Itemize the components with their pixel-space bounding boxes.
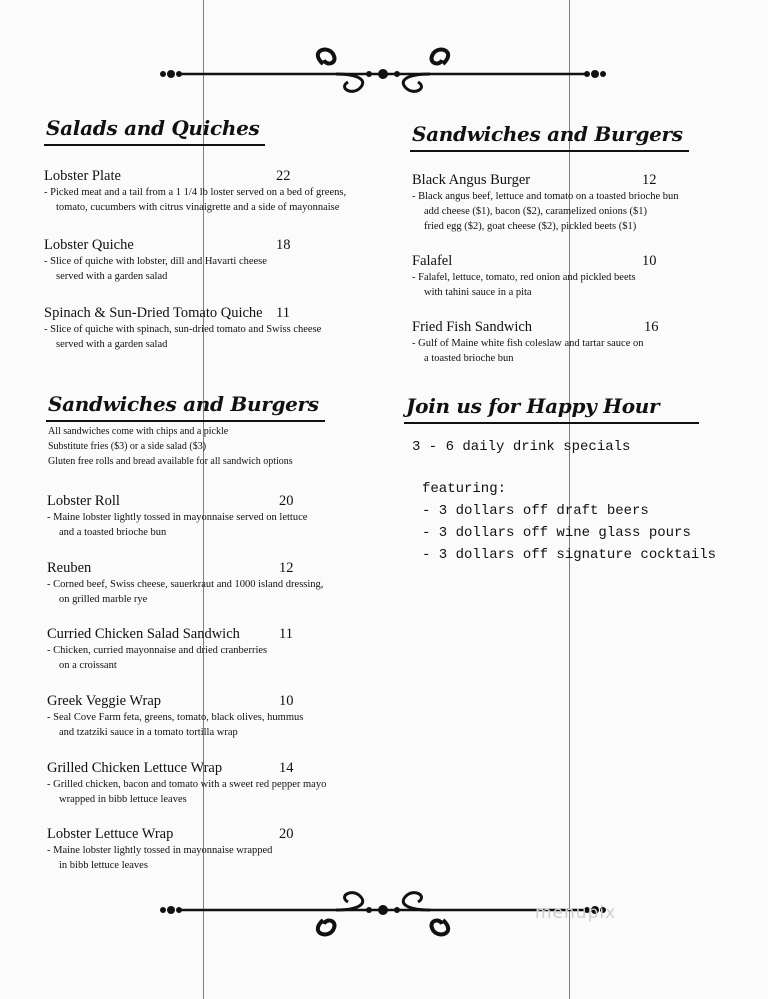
item-price: 20 — [279, 493, 294, 509]
right-sandwiches-heading: Sandwiches and Burgers — [410, 122, 689, 152]
item-description: - Maine lobster lightly tossed in mayonnaise wrapped in bibb lettuce leaves — [47, 845, 273, 871]
item-description: - Grilled chicken, bacon and tomato with a sweet red pepper mayo wrapped in bibb lettuce leaves — [47, 779, 327, 805]
menupix-watermark: menupix — [535, 903, 617, 923]
item-price: 16 — [644, 319, 659, 335]
featuring-label: featuring: — [422, 481, 507, 497]
menu-item — [412, 319, 662, 366]
menu-item — [47, 693, 304, 740]
item-price: 11 — [279, 626, 293, 642]
item-name: Greek Veggie Wrap — [47, 693, 162, 709]
item-name: Black Angus Burger — [412, 172, 531, 188]
item-name: Reuben — [47, 560, 92, 576]
item-name: Lobster Plate — [44, 168, 121, 184]
item-price: 22 — [276, 168, 291, 184]
salads-quiches-heading: Salads and Quiches — [44, 116, 265, 146]
menu-item — [47, 560, 324, 607]
item-name: Curried Chicken Salad Sandwich — [47, 626, 240, 642]
item-name: Lobster Lettuce Wrap — [47, 826, 174, 842]
item-description: - Black angus beef, lettuce and tomato on a toasted brioche bun add cheese ($1), bacon ($2), caramelized onions ($1) fried egg ($2), goat cheese ($2), pickled beets ($1) — [412, 191, 679, 232]
item-description: - Corned beef, Swiss cheese, sauerkraut and 1000 island dressing, on grilled marble rye — [47, 579, 324, 605]
menu-item — [44, 168, 347, 215]
item-price: 14 — [279, 760, 294, 776]
happy-hour-time: 3 - 6 daily drink specials — [412, 439, 631, 455]
item-price: 12 — [642, 172, 657, 188]
item-description: - Seal Cove Farm feta, greens, tomato, black olives, hummus and tzatziki sauce in a tomato tortilla wrap — [47, 712, 304, 738]
item-price: 10 — [279, 693, 294, 709]
item-name: Fried Fish Sandwich — [412, 319, 533, 335]
item-description: - Slice of quiche with lobster, dill and Havarti cheese served with a garden salad — [44, 256, 267, 282]
item-description: - Chicken, curried mayonnaise and dried cranberries on a croissant — [47, 645, 268, 671]
item-name: Spinach & Sun-Dried Tomato Quiche — [44, 305, 263, 321]
item-name: Grilled Chicken Lettuce Wrap — [47, 760, 223, 776]
happy-hour-special: - 3 dollars off wine glass pours — [422, 525, 691, 541]
top-scroll-ornament-icon — [158, 46, 608, 96]
item-price: 20 — [279, 826, 294, 842]
menu-item — [47, 826, 297, 873]
menu-item — [47, 760, 327, 807]
item-description: - Picked meat and a tail from a 1 1/4 lb loster served on a bed of greens, tomato, cucumbers with citrus vinaigrette and a side of mayonnaise — [44, 187, 347, 213]
item-name: Falafel — [412, 253, 453, 269]
menu-item — [44, 305, 322, 352]
item-description: - Maine lobster lightly tossed in mayonnaise served on lettuce and a toasted brioche bun — [47, 512, 308, 538]
menu-item — [47, 493, 308, 540]
sandwich-notes: All sandwiches come with chips and a pickle Substitute fries ($3) or a side salad ($3) Gluten free rolls and bread available for all sandwich options — [48, 426, 293, 467]
left-sandwiches-heading: Sandwiches and Burgers — [46, 392, 325, 422]
happy-hour-special: - 3 dollars off draft beers — [422, 503, 649, 519]
item-description: - Slice of quiche with spinach, sun-dried tomato and Swiss cheese served with a garden salad — [44, 324, 322, 350]
item-name: Lobster Quiche — [44, 237, 134, 253]
happy-hour-heading: Join us for Happy Hour — [404, 394, 699, 424]
item-price: 11 — [276, 305, 290, 321]
menu-item — [44, 237, 294, 284]
item-description: - Gulf of Maine white fish coleslaw and tartar sauce on a toasted brioche bun — [412, 338, 644, 364]
item-price: 18 — [276, 237, 291, 253]
happy-hour-special: - 3 dollars off signature cocktails — [422, 547, 717, 563]
menu-item — [47, 626, 297, 673]
item-description: - Falafel, lettuce, tomato, red onion and pickled beets with tahini sauce in a pita — [412, 272, 636, 298]
item-name: Lobster Roll — [47, 493, 120, 509]
item-price: 10 — [642, 253, 657, 269]
menu-item — [412, 253, 662, 300]
item-price: 12 — [279, 560, 294, 576]
menu-item — [412, 172, 679, 234]
